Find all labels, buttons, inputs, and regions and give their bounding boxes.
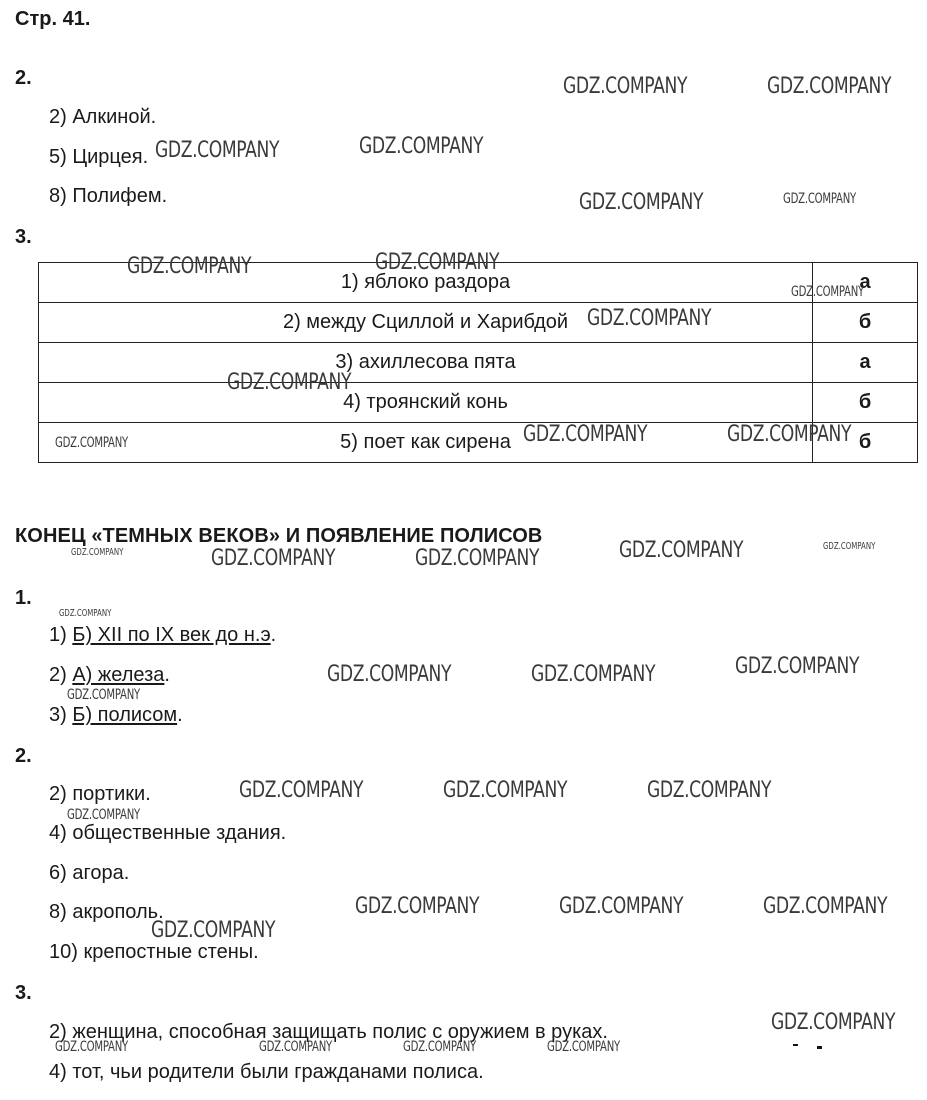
watermark: GDZ.COMPANY [767,74,892,99]
answer-suffix: . [164,664,170,686]
table-row [39,343,918,383]
answer-suffix: . [177,704,183,726]
table-row [39,423,918,463]
question-number: 2. [15,745,32,767]
table-row [39,383,918,423]
answer-line [49,704,183,727]
watermark: GDZ.COMPANY [67,807,141,823]
watermark: GDZ.COMPANY [227,370,352,395]
watermark: GDZ.COMPANY [71,547,124,558]
answer-suffix: . [270,624,277,646]
watermark: GDZ.COMPANY [55,435,129,451]
watermark: GDZ.COMPANY [531,662,656,687]
watermark: GDZ.COMPANY [823,541,876,552]
letter-cell: б [813,423,918,463]
answer-line: 2) Алкиной. [49,106,157,128]
table-row [39,303,918,343]
watermark: GDZ.COMPANY [59,608,112,619]
answer-line: 8) акрополь. [49,901,164,923]
answer-prefix: 3) [49,704,73,726]
question-number: 3. [15,226,32,248]
watermark: GDZ.COMPANY [327,662,452,687]
underlined-answer: Б) полисом [72,704,178,726]
watermark: GDZ.COMPANY [259,1039,333,1055]
watermark: GDZ.COMPANY [587,306,712,331]
watermark: GDZ.COMPANY [211,546,336,571]
watermark: GDZ.COMPANY [403,1039,477,1055]
watermark: GDZ.COMPANY [647,778,772,803]
phrase-cell: 5) поет как сирена [39,423,813,463]
answer-line: 10) крепостные стены. [49,941,259,963]
watermark: GDZ.COMPANY [547,1039,621,1055]
phrase-cell: 3) ахиллесова пята [39,343,813,383]
watermark: GDZ.COMPANY [523,422,648,447]
watermark: GDZ.COMPANY [563,74,688,99]
answer-line: 5) Цирцея. [49,146,149,168]
letter-cell: б [813,383,918,423]
letter-cell: а [813,343,918,383]
letter-cell: а [813,263,918,303]
answer-line: 8) Полифем. [49,185,168,207]
phrase-cell: 1) яблоко раздора [39,263,813,303]
watermark: GDZ.COMPANY [155,138,280,163]
underlined-answer: А) железа [72,664,165,686]
watermark: GDZ.COMPANY [559,894,684,919]
watermark: GDZ.COMPANY [67,687,141,703]
phrase-cell: 2) между Сциллой и Харибдой [39,303,813,343]
question-number: 3. [15,982,32,1004]
watermark: GDZ.COMPANY [359,134,484,159]
underlined-answer: Б) XII по IX век до н.э [72,624,271,646]
page-title: Стр. 41. [15,8,91,30]
answer-line [49,624,276,647]
table-row [39,263,918,303]
question-number: 1. [15,587,32,609]
answer-line: 2) женщина, способная защищать полис с оружием в руках. [49,1021,608,1043]
watermark: GDZ.COMPANY [735,654,860,679]
watermark: GDZ.COMPANY [763,894,888,919]
section-heading: КОНЕЦ «ТЕМНЫХ ВЕКОВ» И ПОЯВЛЕНИЕ ПОЛИСОВ [15,525,543,547]
matching-table [38,262,918,463]
phrase-cell: 4) троянский конь [39,383,813,423]
question-number: 2. [15,67,32,89]
watermark: GDZ.COMPANY [239,778,364,803]
watermark: GDZ.COMPANY [791,284,865,300]
watermark: GDZ.COMPANY [355,894,480,919]
answer-prefix: 2) [49,664,73,686]
watermark: GDZ.COMPANY [127,254,252,279]
watermark: GDZ.COMPANY [783,191,857,207]
dash-mark [817,1046,822,1049]
answer-prefix: 1) [49,624,73,646]
answer-line: 4) тот, чьи родители были гражданами полиса. [49,1061,484,1083]
watermark: GDZ.COMPANY [375,250,500,275]
watermark: GDZ.COMPANY [619,538,744,563]
watermark: GDZ.COMPANY [415,546,540,571]
watermark: GDZ.COMPANY [771,1010,896,1035]
watermark: GDZ.COMPANY [443,778,568,803]
dash-mark [793,1044,798,1046]
answer-line: 6) агора. [49,862,130,884]
answer-line: 2) портики. [49,783,151,805]
watermark: GDZ.COMPANY [727,422,852,447]
answer-line [49,664,170,687]
watermark: GDZ.COMPANY [579,190,704,215]
watermark: GDZ.COMPANY [151,918,276,943]
watermark: GDZ.COMPANY [55,1039,129,1055]
answer-line: 4) общественные здания. [49,822,287,844]
letter-cell: б [813,303,918,343]
